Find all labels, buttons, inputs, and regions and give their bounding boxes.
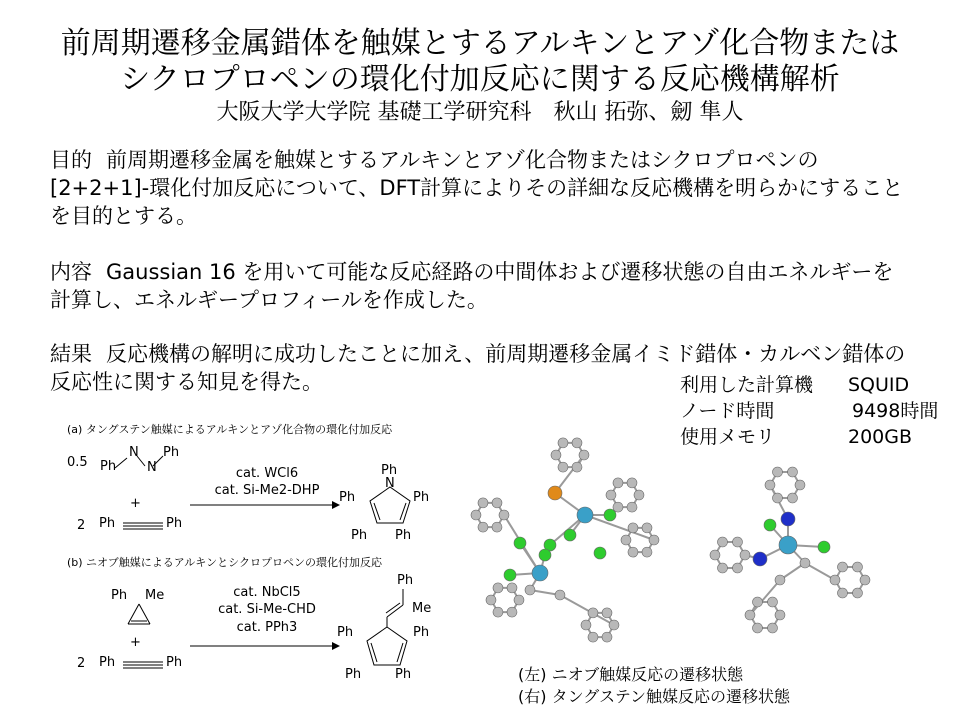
- resource-value: 9498時間: [852, 400, 939, 422]
- vinyl-ph: Ph: [397, 573, 414, 588]
- atom: [492, 522, 502, 532]
- resource-row: [680, 372, 938, 398]
- atom: [781, 512, 795, 526]
- atom: [718, 563, 728, 573]
- alkyne-ph-left-b: Ph: [99, 655, 116, 670]
- atom: [733, 563, 743, 573]
- atom: [525, 585, 535, 595]
- atom: [581, 620, 591, 630]
- result-text: 反応機構の解明に成功したことに加え、前周期遷移金属イミド錯体・カルベン錯体の反応性に関する知見を得た。: [50, 342, 906, 394]
- reaction-arrow-b: [190, 640, 340, 652]
- resource-table: [680, 372, 938, 450]
- atom: [606, 490, 616, 500]
- cp-ph-right: Ph: [413, 625, 430, 640]
- pyrrole-ph-right: Ph: [413, 490, 430, 505]
- atom: [602, 608, 612, 618]
- resource-row: [680, 398, 938, 424]
- atom: [795, 480, 805, 490]
- atom: [478, 498, 488, 508]
- atom: [860, 575, 870, 585]
- resource-label: 使用メモリ: [680, 426, 776, 448]
- vinyl-me: Me: [412, 601, 432, 616]
- atom: [579, 450, 589, 460]
- atom: [773, 493, 783, 503]
- atom: [740, 550, 750, 560]
- atom: [507, 583, 517, 593]
- purpose-heading: 目的: [50, 148, 92, 172]
- cyclopropene-me: Me: [145, 588, 165, 603]
- atom: [471, 510, 481, 520]
- atom: [539, 549, 551, 561]
- alkyne-coefficient-a: 2: [77, 518, 86, 533]
- azo-ph-right: Ph: [163, 445, 180, 460]
- authors: 大阪大学大学院 基礎工学研究科 秋山 拓弥、劒 隼人: [216, 100, 744, 125]
- reaction-scheme: [55, 418, 445, 718]
- scheme-a-label: (a) タングステン触媒によるアルキンとアゾ化合物の環化付加反応: [67, 423, 393, 436]
- atom: [733, 537, 743, 547]
- plus-sign-a: +: [130, 496, 141, 511]
- condition-b-1: cat. NbCl5: [233, 585, 301, 600]
- purpose-text: 前周期遷移金属を触媒とするアルキンとアゾ化合物またはシクロプロペンの[2+2+1]-環化付加反応について、DFT計算によりその詳細な反応機構を明らかにすることを目的とする。: [50, 148, 904, 228]
- atom: [514, 595, 524, 605]
- atom: [768, 597, 778, 607]
- atom: [609, 620, 619, 630]
- resource-row: [680, 424, 938, 450]
- alkyne-ph-right-a: Ph: [166, 516, 183, 531]
- condition-a-1: cat. WCl6: [235, 466, 299, 481]
- atom: [753, 623, 763, 633]
- atom: [558, 462, 568, 472]
- atom: [838, 562, 848, 572]
- resource-label: 利用した計算機: [680, 374, 814, 396]
- azo-ph-left: Ph: [100, 459, 117, 474]
- atom: [830, 575, 840, 585]
- atom: [765, 480, 775, 490]
- azo-n-1: N: [129, 445, 139, 460]
- atom: [621, 535, 631, 545]
- bond: [750, 580, 780, 615]
- page-title-line-1: 前周期遷移金属錯体を触媒とするアルキンとアゾ化合物または: [60, 26, 900, 61]
- atom: [628, 547, 638, 557]
- atom: [800, 558, 810, 568]
- page-title-line-2: シクロプロペンの環化付加反応に関する反応機構解析: [120, 62, 840, 97]
- atom: [499, 510, 509, 520]
- atom: [853, 588, 863, 598]
- resource-value: SQUID: [848, 374, 910, 396]
- atom: [588, 608, 598, 618]
- atom: [818, 541, 830, 553]
- atom: [577, 507, 593, 523]
- atom: [853, 562, 863, 572]
- caption-left: (左) ニオブ触媒反応の遷移状態: [518, 665, 744, 684]
- atom: [642, 547, 652, 557]
- tungsten-transition-state-model: [690, 455, 900, 655]
- reaction-arrow-a: [190, 499, 340, 511]
- atom: [548, 486, 562, 500]
- azo-n-2: N: [147, 460, 157, 475]
- pyrrole-n-ph: Ph: [381, 463, 398, 478]
- atom: [493, 607, 503, 617]
- atom: [532, 565, 548, 581]
- alkyne-coefficient-b: 2: [77, 656, 86, 671]
- atom: [710, 550, 720, 560]
- pyrrole-ph-bottom-right: Ph: [395, 528, 412, 543]
- plus-sign-b: +: [130, 635, 141, 650]
- cp-ph-left: Ph: [337, 625, 354, 640]
- atom: [507, 607, 517, 617]
- atom: [504, 569, 516, 581]
- purpose-section: [50, 146, 910, 230]
- result-heading: 結果: [50, 342, 92, 366]
- triple-bond-a: [121, 518, 165, 534]
- atom: [602, 632, 612, 642]
- triple-bond-b: [121, 657, 165, 673]
- atom: [478, 522, 488, 532]
- alkyne-ph-left-a: Ph: [99, 516, 116, 531]
- atom: [753, 597, 763, 607]
- atom: [773, 467, 783, 477]
- atom: [627, 478, 637, 488]
- atom: [775, 575, 785, 585]
- atom: [779, 536, 797, 554]
- atom: [551, 450, 561, 460]
- condition-a-2: cat. Si-Me2-DHP: [214, 483, 320, 498]
- atom: [628, 523, 638, 533]
- content-text: Gaussian 16 を用いて可能な反応経路の中間体および遷移状態の自由エネルギーを計算し、エネルギープロフィールを作成した。: [50, 260, 894, 312]
- atom: [788, 493, 798, 503]
- resource-value: 200GB: [848, 426, 913, 448]
- figure-caption: [518, 664, 790, 708]
- atom: [492, 498, 502, 508]
- atom: [572, 462, 582, 472]
- atom: [627, 502, 637, 512]
- atom: [788, 467, 798, 477]
- atom: [555, 590, 565, 600]
- atom: [634, 490, 644, 500]
- alkyne-ph-right-b: Ph: [166, 655, 183, 670]
- content-section: [50, 258, 910, 314]
- atom: [613, 478, 623, 488]
- scheme-b-label: (b) ニオブ触媒によるアルキンとシクロプロペンの環化付加反応: [67, 556, 382, 569]
- pyrrole-ph-bottom-left: Ph: [351, 528, 368, 543]
- atom: [775, 610, 785, 620]
- atom: [493, 583, 503, 593]
- resource-label: ノード時間: [680, 400, 775, 422]
- atom: [764, 519, 776, 531]
- azo-coefficient: 0.5: [67, 455, 88, 470]
- atom: [642, 523, 652, 533]
- condition-b-3: cat. PPh3: [236, 620, 298, 635]
- cyclopropene-ph: Ph: [111, 588, 128, 603]
- atom: [572, 438, 582, 448]
- condition-b-2: cat. Si-Me-CHD: [218, 602, 316, 617]
- atom: [768, 623, 778, 633]
- atom: [753, 552, 767, 566]
- atom: [594, 547, 606, 559]
- atom: [564, 529, 576, 541]
- atom: [745, 610, 755, 620]
- cyclopropene-structure: [119, 600, 159, 630]
- atom: [718, 537, 728, 547]
- atom: [588, 632, 598, 642]
- atom: [649, 535, 659, 545]
- atom: [838, 588, 848, 598]
- pyrrole-ph-left: Ph: [339, 490, 356, 505]
- content-heading: 内容: [50, 260, 92, 284]
- atom: [514, 537, 526, 549]
- cp-ph-bottom-right: Ph: [395, 667, 412, 682]
- pyrrole-n: N: [385, 476, 395, 491]
- caption-right: (右) タングステン触媒反応の遷移状態: [518, 687, 790, 706]
- atom: [486, 595, 496, 605]
- niobium-transition-state-model: [450, 425, 670, 660]
- cp-ph-bottom-left: Ph: [345, 667, 362, 682]
- atom: [604, 509, 616, 521]
- atom: [558, 438, 568, 448]
